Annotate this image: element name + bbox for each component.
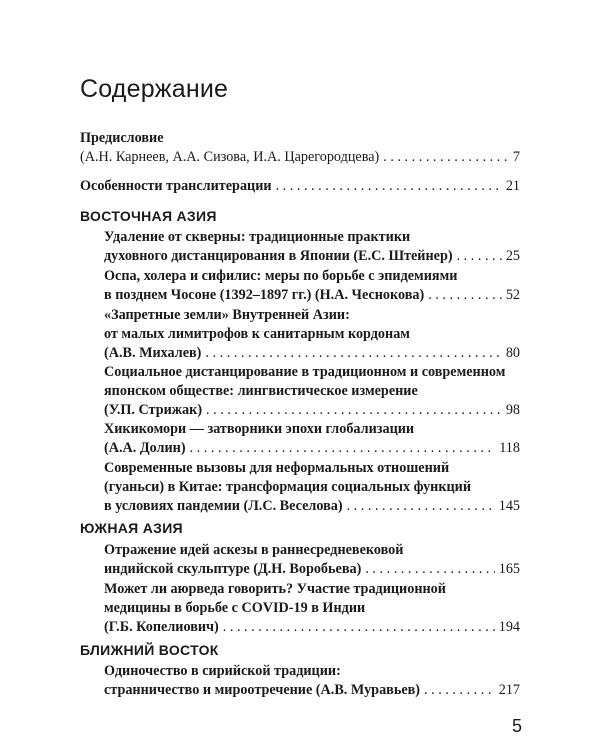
entry-title-line: медицины в борьбе с COVID-19 в Индии: [104, 600, 366, 616]
page-ref: 80: [505, 345, 520, 361]
entry-title-line: Оспа, холера и сифилис: меры по борьбе с эпидемиями: [104, 268, 458, 284]
entry-title-line: Одиночество в сирийской традиции:: [104, 663, 341, 679]
toc-entry-preface[interactable]: [80, 129, 520, 167]
page-ref: 118: [499, 440, 520, 456]
toc-entry[interactable]: [104, 420, 520, 458]
page-ref: 25: [505, 248, 520, 264]
toc-entry[interactable]: [104, 306, 520, 363]
dot-leader: [457, 247, 502, 266]
toc-entry[interactable]: [104, 228, 520, 266]
dot-leader: [205, 344, 501, 363]
entry-authors: (А.Н. Карнеев, А.А. Сизова, И.А. Царегородцева): [80, 149, 380, 165]
page-ref: 194: [498, 619, 520, 635]
page-number: 5: [512, 716, 523, 736]
page-ref: 21: [505, 178, 520, 194]
toc-entry[interactable]: [104, 580, 520, 637]
toc-entry[interactable]: [104, 459, 520, 516]
page-ref: 217: [498, 682, 520, 698]
page-ref: 165: [498, 561, 520, 577]
dot-leader: [365, 560, 494, 579]
toc-entry[interactable]: [104, 267, 520, 305]
dot-leader: [347, 497, 495, 516]
dot-leader: [383, 148, 509, 167]
entry-title-line: (А.А. Долин): [104, 440, 186, 456]
section-heading-east-asia: ВОСТОЧНАЯ АЗИЯ: [80, 208, 217, 224]
section-heading-middle-east: БЛИЖНИЙ ВОСТОК: [80, 642, 219, 658]
entry-title-line: «Запретные земли» Внутренней Азии:: [104, 307, 350, 323]
entry-title: Особенности транслитерации: [80, 178, 272, 194]
entry-title-line: от малых лимитрофов к санитарным кордонам: [104, 326, 410, 342]
dot-leader: [276, 177, 502, 196]
dot-leader: [223, 618, 495, 637]
toc-entry-transliteration[interactable]: [80, 177, 520, 196]
entry-title-line: Хикикомори — затворники эпохи глобализации: [104, 421, 415, 437]
entry-title-line: Социальное дистанцирование в традиционном и современном: [104, 364, 506, 380]
entry-title-line: духовного дистанцирования в Японии (Е.С. Штейнер): [104, 248, 453, 264]
entry-title-line: (У.П. Стрижак): [104, 402, 203, 418]
entry-title-line: (Г.Б. Копелиович): [104, 619, 219, 635]
entry-title-line: Может ли аюрведа говорить? Участие традиционной: [104, 581, 446, 597]
toc-entry[interactable]: [104, 662, 520, 700]
entry-title-line: Удаление от скверны: традиционные практики: [104, 229, 411, 245]
entry-title-line: Отражение идей аскезы в раннесредневековой: [104, 542, 404, 558]
entry-title-line: в условиях пандемии (Л.С. Веселова): [104, 498, 343, 514]
entry-title: Предисловие: [80, 130, 164, 146]
entry-title-line: (А.В. Михалев): [104, 345, 202, 361]
dot-leader: [190, 439, 496, 458]
dot-leader: [428, 286, 502, 305]
dot-leader: [206, 401, 502, 420]
page-title: Содержание: [80, 74, 229, 103]
page-ref: 145: [498, 498, 520, 514]
toc-entry[interactable]: [104, 541, 520, 579]
entry-title-line: (гуаньси) в Китае: трансформация социальных функций: [104, 479, 472, 495]
page-ref: 52: [505, 287, 520, 303]
entry-title-line: странничество и мироотречение (А.В. Муравьев): [104, 682, 421, 698]
page-ref: 7: [512, 149, 520, 165]
entry-title-line: в позднем Чосоне (1392–1897 гг.) (Н.А. Чеснокова): [104, 287, 425, 303]
entry-title-line: Современные вызовы для неформальных отношений: [104, 460, 450, 476]
section-heading-south-asia: ЮЖНАЯ АЗИЯ: [80, 520, 183, 536]
dot-leader: [424, 681, 495, 700]
entry-title-line: японском обществе: лингвистическое измерение: [104, 383, 418, 399]
entry-title-line: индийской скульптуре (Д.Н. Воробьева): [104, 561, 362, 577]
page-ref: 98: [505, 402, 520, 418]
toc-entry[interactable]: [104, 363, 520, 420]
